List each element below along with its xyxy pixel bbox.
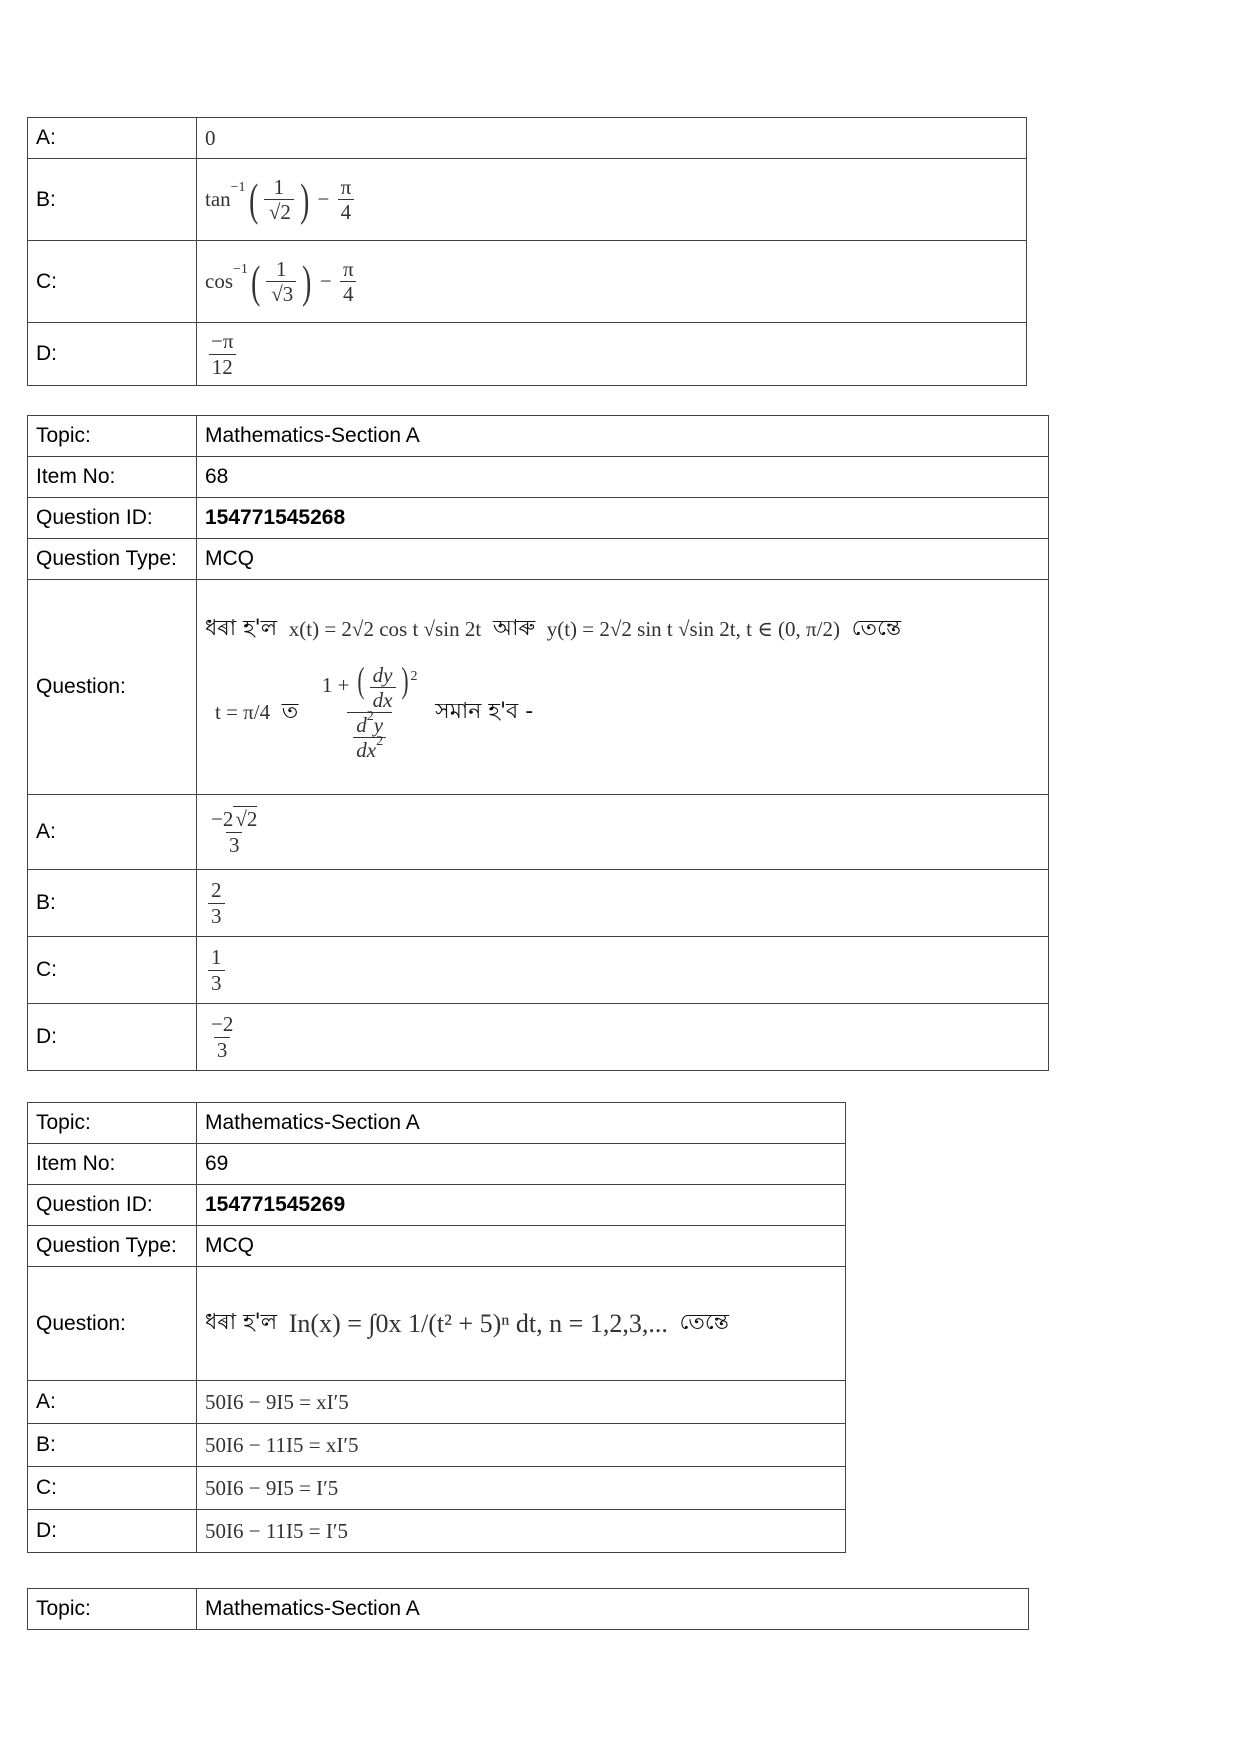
question-id-label: Question ID:: [28, 498, 197, 539]
option-row-c: [28, 1467, 846, 1510]
option-value: 50I6 − 11I5 = xI′5: [197, 1424, 846, 1467]
option-label: B:: [28, 159, 197, 241]
question-text-bn: সমান হ'ব -: [435, 698, 534, 724]
option-label: B:: [28, 1424, 197, 1467]
option-value: $\frac{-2√2}{3}$: [197, 795, 1049, 870]
option-row-c: [28, 937, 1049, 1004]
question-body: [197, 580, 1049, 795]
option-value: 50I6 − 9I5 = I′5: [197, 1467, 846, 1510]
question-text-bn: ধৰা হ'ল: [205, 1310, 278, 1335]
question-id-value: 154771545268: [197, 498, 1049, 539]
option-row-a: [28, 1381, 846, 1424]
topic-value: Mathematics-Section A: [197, 1103, 846, 1144]
question-row: [28, 1267, 846, 1381]
option-label: A:: [28, 118, 197, 159]
question-text-bn: ত: [281, 698, 299, 724]
option-label: D:: [28, 323, 197, 386]
question-math-y: y(t) = 2√2 sin t √sin 2t, t ∈ (0, π/2): [546, 617, 840, 642]
option-value: tan −1 ( $\frac{1}{√2}$ ) − $\frac{\pi}{4}$: [197, 159, 1027, 241]
question-type-label: Question Type:: [28, 539, 197, 580]
topic-label: Topic:: [28, 1103, 197, 1144]
options-table-67: [27, 117, 1027, 386]
question-id-value: 154771545269: [197, 1185, 846, 1226]
question-id-label: Question ID:: [28, 1185, 197, 1226]
question-label: Question:: [28, 1267, 197, 1381]
option-value: $\frac{-\pi}{12}$: [197, 323, 1027, 386]
option-value: $\frac{2}{3}$: [197, 870, 1049, 937]
question-text-bn: তেন্তে: [851, 616, 902, 642]
question-table-69: [27, 1102, 846, 1553]
option-label: C:: [28, 937, 197, 1004]
question-table-70: [27, 1588, 1029, 1630]
question-type-label: Question Type:: [28, 1226, 197, 1267]
topic-label: Topic:: [28, 416, 197, 457]
question-row: [28, 580, 1049, 795]
topic-value: Mathematics-Section A: [197, 1589, 1029, 1630]
question-text-bn: তেন্তে: [679, 1310, 729, 1335]
option-label: B:: [28, 870, 197, 937]
option-row-b: [28, 159, 1027, 241]
question-type-value: MCQ: [197, 1226, 846, 1267]
option-value: 0: [197, 118, 1027, 159]
question-label: Question:: [28, 580, 197, 795]
option-label: A:: [28, 1381, 197, 1424]
question-text-bn: আৰু: [492, 616, 536, 642]
option-label: A:: [28, 795, 197, 870]
item-no-label: Item No:: [28, 1144, 197, 1185]
question-text-bn: ধৰা হ'ল: [205, 616, 278, 642]
option-row-a: [28, 795, 1049, 870]
item-no-value: 68: [197, 457, 1049, 498]
option-row-b: [28, 870, 1049, 937]
option-row-d: [28, 1004, 1049, 1071]
option-value: 50I6 − 11I5 = I′5: [197, 1510, 846, 1553]
question-math-x: x(t) = 2√2 cos t √sin 2t: [288, 617, 482, 642]
question-type-value: MCQ: [197, 539, 1049, 580]
item-no-value: 69: [197, 1144, 846, 1185]
option-label: C:: [28, 1467, 197, 1510]
option-value: $\frac{1}{3}$: [197, 937, 1049, 1004]
option-row-d: [28, 1510, 846, 1553]
option-value: 50I6 − 9I5 = xI′5: [197, 1381, 846, 1424]
question-math-t: t = π/4: [215, 699, 271, 724]
option-value: $\frac{-2}{3}$: [197, 1004, 1049, 1071]
option-label: D:: [28, 1510, 197, 1553]
question-body: [197, 1267, 846, 1381]
topic-label: Topic:: [28, 1589, 197, 1630]
option-label: D:: [28, 1004, 197, 1071]
question-table-68: [27, 415, 1049, 1071]
question-fraction-expression: 1 + ( $\frac{dy}{dx}$ ) $^2$ $\frac{d^2y}{dx^2}$: [321, 660, 418, 763]
option-label: C:: [28, 241, 197, 323]
topic-value: Mathematics-Section A: [197, 416, 1049, 457]
option-row-d: [28, 323, 1027, 386]
option-row-c: [28, 241, 1027, 323]
item-no-label: Item No:: [28, 457, 197, 498]
question-math: In(x) = ∫0x 1/(t² + 5)ⁿ dt, n = 1,2,3,...: [288, 1308, 668, 1338]
option-row-a: [28, 118, 1027, 159]
option-value: cos −1 ( $\frac{1}{√3}$ ) − $\frac{\pi}{4}$: [197, 241, 1027, 323]
option-row-b: [28, 1424, 846, 1467]
